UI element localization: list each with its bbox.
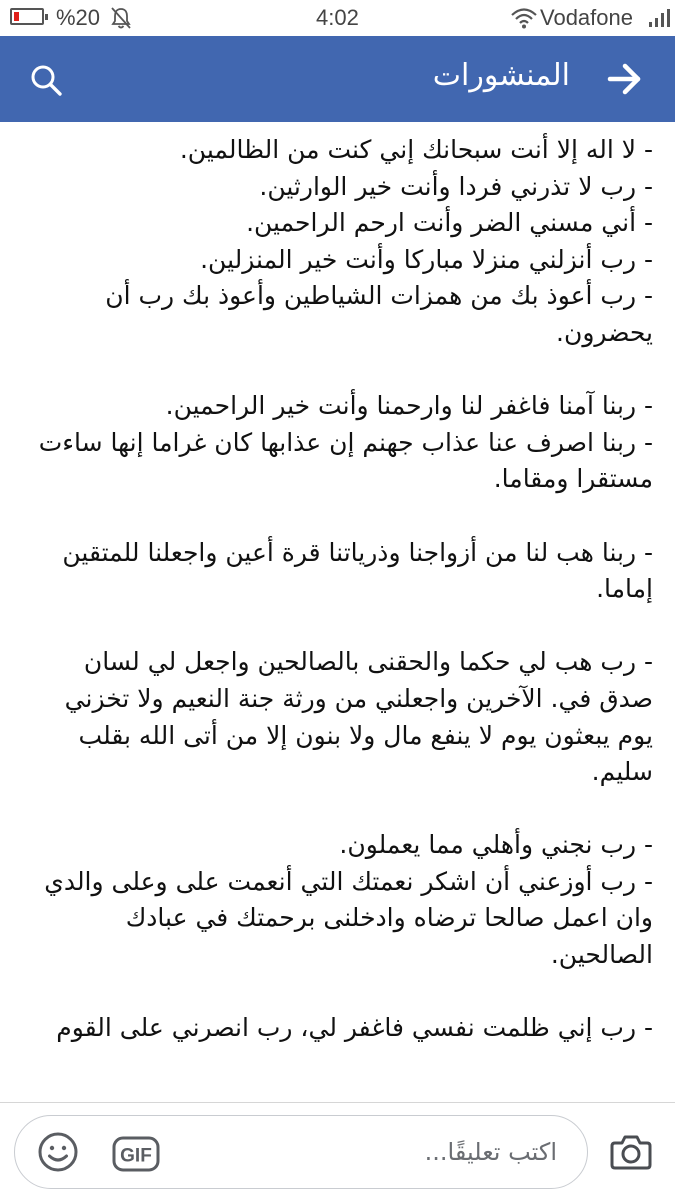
post-line: - ربنا هب لنا من أزواجنا وذرياتنا قرة أعين واجعلنا للمتقين [62,537,653,567]
post-line: - رب أنزلني منزلا مباركا وأنت خير المنزلين. [200,244,653,274]
emoji-icon[interactable] [37,1131,79,1173]
camera-icon[interactable] [609,1130,653,1174]
paragraph-gap [18,608,653,645]
gif-label: GIF [120,1145,152,1167]
post-content[interactable] [0,122,675,1102]
post-line: - ربنا آمنا فاغفر لنا وارحمنا وأنت خير الراحمين. [165,391,653,421]
post-line: - أني مسني الضر وأنت ارحم الراحمين. [246,208,653,238]
comment-placeholder: اكتب تعليقًا... [424,1138,557,1166]
battery-icon [10,8,44,25]
paragraph-gap [18,791,653,828]
search-icon[interactable] [28,62,64,98]
carrier-name: Vodafone [540,5,633,30]
post-line: يحضرون. [556,317,653,347]
post-line: إماما. [596,574,653,604]
post-line: - رب أوزعني أن اشكر نعمتك التي أنعمت على وعلى والدي [44,866,653,896]
battery-percent: %20 [56,5,101,30]
post-line: - ربنا اصرف عنا عذاب جهنم إن عذابها كان غراما إنها ساءت [38,427,653,457]
post-line: سليم. [591,757,653,787]
paragraph-gap [18,498,653,535]
post-line: - رب نجني وأهلي مما يعملون. [339,830,653,860]
signal-icon [648,8,670,28]
post-line: يوم يبعثون يوم لا ينفع مال ولا بنون إلا من أتى الله بقلب [78,720,653,750]
post-line: صدق في. الآخرين واجعلني من ورثة جنة النعيم ولا تخزني [64,683,653,713]
post-line: - رب هب لي حكما والحقنى بالصالحين واجعل لي لسان [83,647,653,677]
paragraph-gap [18,352,653,389]
post-line: الصالحين. [550,940,653,970]
wifi-icon [510,7,538,29]
post-line: - لا اله إلا أنت سبحانك إني كنت من الظالمين. [179,135,653,164]
post-line: - رب لا تذرني فردا وأنت خير الوارثين. [259,171,653,201]
post-line: مستقرا ومقاما. [493,464,653,494]
paragraph-gap [18,974,653,1011]
gif-button[interactable] [111,1135,161,1173]
clock: 4:02 [316,5,359,30]
page-title: المنشورات [432,58,570,93]
comment-bar [0,1102,675,1201]
post-line: وان اعمل صالحا ترضاه وادخلنى برحمتك في عبادك [125,903,653,933]
comment-input[interactable] [14,1115,588,1189]
arrow-right-icon[interactable] [607,62,643,96]
status-bar [0,0,675,36]
post-text [0,122,675,1047]
post-line: - رب إني ظلمت نفسي فاغفر لي، رب انصرني على القوم [56,1013,653,1043]
bell-muted-icon [110,6,132,30]
app-header [0,36,675,122]
post-line: - رب أعوذ بك من همزات الشياطين وأعوذ بك رب أن [105,281,653,311]
